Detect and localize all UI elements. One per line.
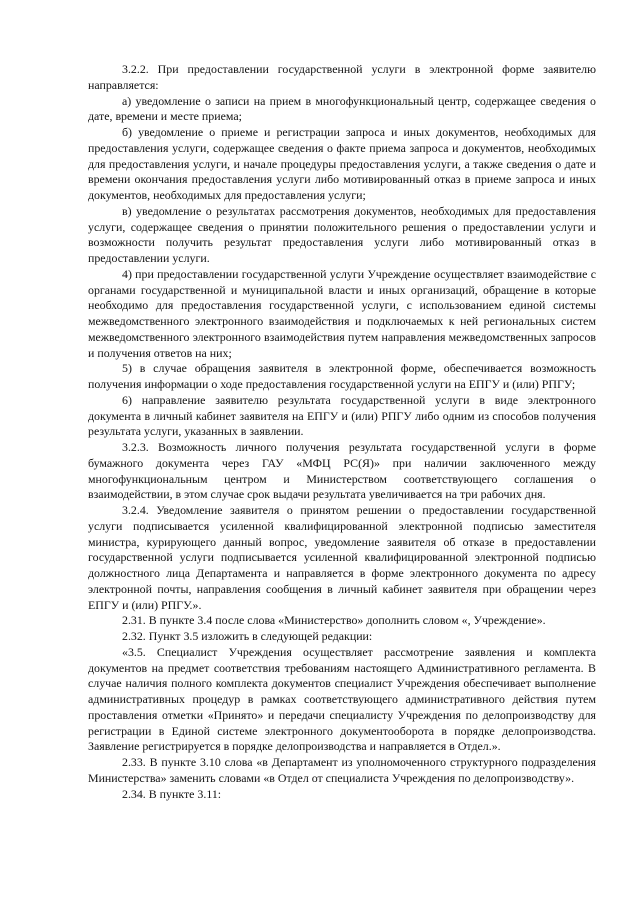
paragraph-2-32: 2.32. Пункт 3.5 изложить в следующей редакции:: [122, 629, 373, 643]
document-body: [88, 62, 596, 802]
paragraph-2-33: 2.33. В пункте 3.10 слова «в Департамент из уполномоченного структурного подразделения Министерства» заменить словами «в Отдел от специалиста Учреждения по делопроизводству».: [88, 755, 596, 785]
paragraph-3-2-2: 3.2.2. При предоставлении государственной услуги в электронной форме заявителю направляется:: [88, 62, 596, 92]
paragraph-2-34: 2.34. В пункте 3.11:: [122, 786, 222, 801]
paragraph-item-4: 4) при предоставлении государственной услуги Учреждение осуществляет взаимодействие с органами государственной и муниципальной власти и иных организаций, обращение в которые необходимо для предоставления государственной услуги, с использованием единой системы межведомственного электронного взаимодействия и подключаемых к ней региональных систем межведомственного электронного взаимодействия путем направления межведомственных запросов и получения ответов на них;: [88, 266, 596, 360]
paragraph-item-b: б) уведомление о приеме и регистрации запроса и иных документов, необходимых для предоставления услуги, содержащее сведения о факте приема запроса и документов, необходимых для предоставления услуги, и начале процедуры предоставления услуги, а также сведения о дате и времени окончания предоставления услуги либо мотивированный отказ в приеме запроса и иных документов, необходимых для предоставления услуги;: [88, 125, 596, 202]
paragraph-item-6: 6) направление заявителю результата государственной услуги в виде электронного документа в личный кабинет заявителя на ЕПГУ и (или) РПГУ либо одним из способов получения результата услуги, указанных в заявлении.: [88, 392, 596, 439]
paragraph-item-5: 5) в случае обращения заявителя в электронной форме, обеспечивается возможность получения информации о ходе предоставления государственной услуги на ЕПГУ и (или) РПГУ;: [88, 361, 596, 391]
paragraph-3-2-4: 3.2.4. Уведомление заявителя о принятом решении о предоставлении государственной услуги подписывается усиленной квалифицированной электронной подписью заместителя министра, курирующего данный вопрос, уведомление заявителя об отказе в предоставлении государственной услуги подписывается усиленной квалифицированной электронной подписью должностного лица Департамента и направляется в форме электронного документа по адресу электронной почты, направления сообщения в личный кабинет заявителя при обращении через ЕПГУ и (или) РПГУ.».: [88, 503, 596, 612]
paragraph-item-a: а) уведомление о записи на прием в многофункциональный центр, содержащее сведения о дате, времени и месте приема;: [88, 93, 596, 124]
paragraph-2-31: 2.31. В пункте 3.4 после слова «Министерство» дополнить словом «, Учреждение».: [122, 613, 546, 628]
paragraph-item-v: в) уведомление о результатах рассмотрения документов, необходимых для предоставления услуги, содержащее сведения о принятии положительного решения о предоставлении услуги и возможности получить результат предоставления услуги либо мотивированный отказ в предоставлении услуги.: [88, 203, 596, 265]
paragraph-3-5-text: «3.5. Специалист Учреждения осуществляет рассмотрение заявления и комплекта документов на предмет соответствия требованиям настоящего Административного регламента. В случае наличия полного комплекта документов специалист Учреждения обеспечивает выполнение административных процедур в рамках соответствующего административного действия путем проставления отметки «Принято» и передачи специалисту Учреждения по делопроизводству для регистрации в Единой системе электронного документооборота в порядке делопроизводства. Заявление регистрируется в порядке делопроизводства и направляется в Отдел.».: [88, 644, 596, 754]
paragraph-3-2-3: 3.2.3. Возможность личного получения результата государственной услуги в форме бумажного документа через ГАУ «МФЦ РС(Я)» при наличии заключенного между многофункциональным центром и Министерством соответствующего соглашения о взаимодействии, в этом случае срок выдачи результата увеличивается на три рабочих дня.: [88, 440, 596, 502]
